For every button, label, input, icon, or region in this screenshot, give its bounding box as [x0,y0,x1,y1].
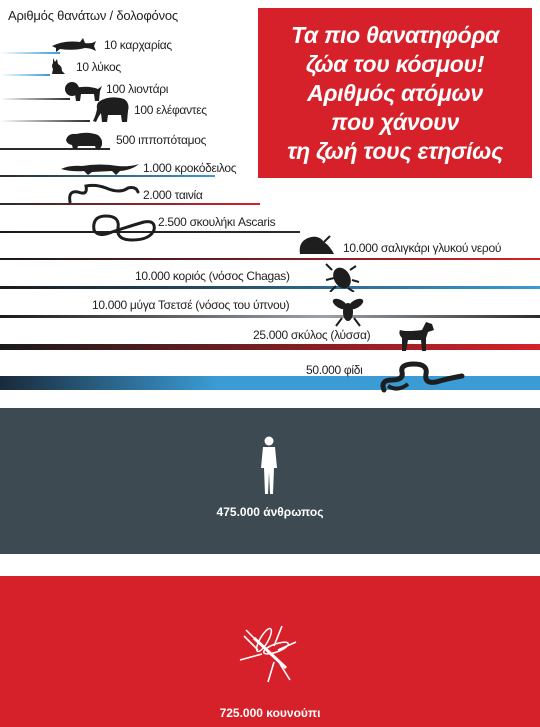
bar-elephant [0,120,90,122]
crocodile-icon [60,160,140,176]
title-line: τη ζωή τους ετησίως [287,137,503,164]
label-shark: 10 καρχαρίας [104,38,172,52]
bar-lion [0,98,70,100]
label-snail: 10.000 σαλιγκάρι γλυκού νερού [343,241,502,255]
tsetse-fly-icon [330,292,366,328]
label-hippo: 500 ιπποπόταμος [116,133,207,147]
label-tsetse: 10.000 μύγα Τσετσέ (νόσος του ύπνου) [92,298,290,312]
label-wolf: 10 λύκος [76,60,121,74]
label-roundworm: 2.500 σκουλήκι Ascaris [158,215,276,229]
mosquito-icon [234,618,304,688]
hippo-icon [64,130,104,150]
human-icon [258,436,280,496]
chart-subtitle: Αριθμός θανάτων / δολοφόνος [8,8,178,23]
bar-kissing-bug [0,286,540,289]
snail-icon [296,232,336,256]
title-box [258,8,532,178]
title-line: που χάνουν [331,108,459,135]
title-line: Τα πιο θανατηφόρα [291,21,499,48]
bar-tsetse [0,315,540,318]
label-elephant: 100 ελέφαντες [134,103,207,117]
label-tapeworm: 2.000 ταινία [143,188,203,202]
label-kissing-bug: 10.000 κοριός (νόσος Chagas) [135,269,290,283]
snake-icon [378,360,468,396]
dog-icon [396,320,436,352]
bar-snail [0,258,540,260]
label-human: 475.000 άνθρωπος [216,505,324,519]
elephant-icon [92,95,132,123]
label-crocodile: 1.000 κροκόδειλος [143,161,237,175]
label-mosquito: 725.000 κουνούπι [219,706,321,720]
label-dog: 25.000 σκύλος (λύσσα) [253,328,371,342]
title-line: ζώα του κόσμου! [305,50,485,77]
shark-icon [50,37,98,53]
bar-dog [0,344,540,350]
kissing-bug-icon [324,262,360,292]
bar-wolf [0,74,50,76]
tapeworm-icon [66,182,142,208]
label-snake: 50.000 φίδι [306,363,363,377]
label-lion: 100 λιοντάρι [106,82,169,96]
wolf-icon [48,56,68,76]
title-line: Αριθμός ατόμων [307,79,483,106]
roundworm-icon [88,210,160,244]
